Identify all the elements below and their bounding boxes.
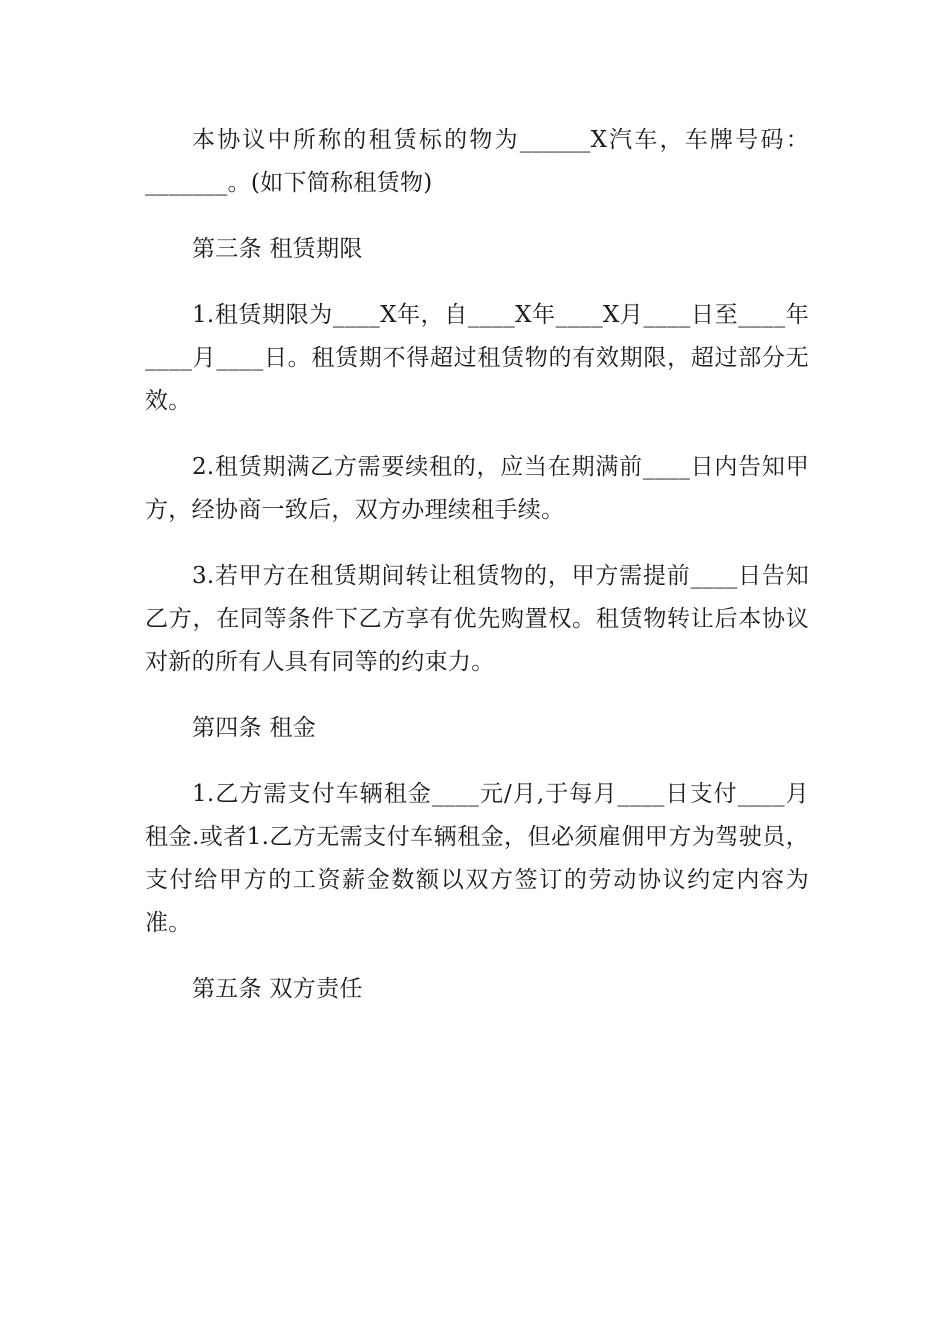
paragraph-renewal: 2.租赁期满乙方需要续租的，应当在期满前____日内告知甲方，经协商一致后，双方办理续租手续。 <box>145 454 809 523</box>
document-body <box>145 119 809 1034</box>
heading-article-3: 第三条 租赁期限 <box>192 236 363 262</box>
paragraph-transfer: 3.若甲方在租赁期间转让租赁物的，甲方需提前____日告知乙方，在同等条件下乙方享有优先购置权。租赁物转让后本协议对新的所有人具有同等的约束力。 <box>145 563 809 675</box>
paragraph-leased-object: 本协议中所称的租赁标的物为______X汽车，车牌号码：_______。(如下简称租赁物) <box>145 127 809 196</box>
heading-article-4: 第四条 租金 <box>192 715 317 741</box>
heading-article-5: 第五条 双方责任 <box>192 976 363 1002</box>
paragraph-rent: 1.乙方需支付车辆租金____元/月,于每月____日支付____月租金.或者1.乙方无需支付车辆租金，但必须雇佣甲方为驾驶员，支付给甲方的工资薪金数额以双方签订的劳动协议约定内容为准。 <box>145 781 809 936</box>
paragraph-lease-term: 1.租赁期限为____X年，自____X年____X月____日至____年____月____日。租赁期不得超过租赁物的有效期限，超过部分无效。 <box>145 302 809 414</box>
